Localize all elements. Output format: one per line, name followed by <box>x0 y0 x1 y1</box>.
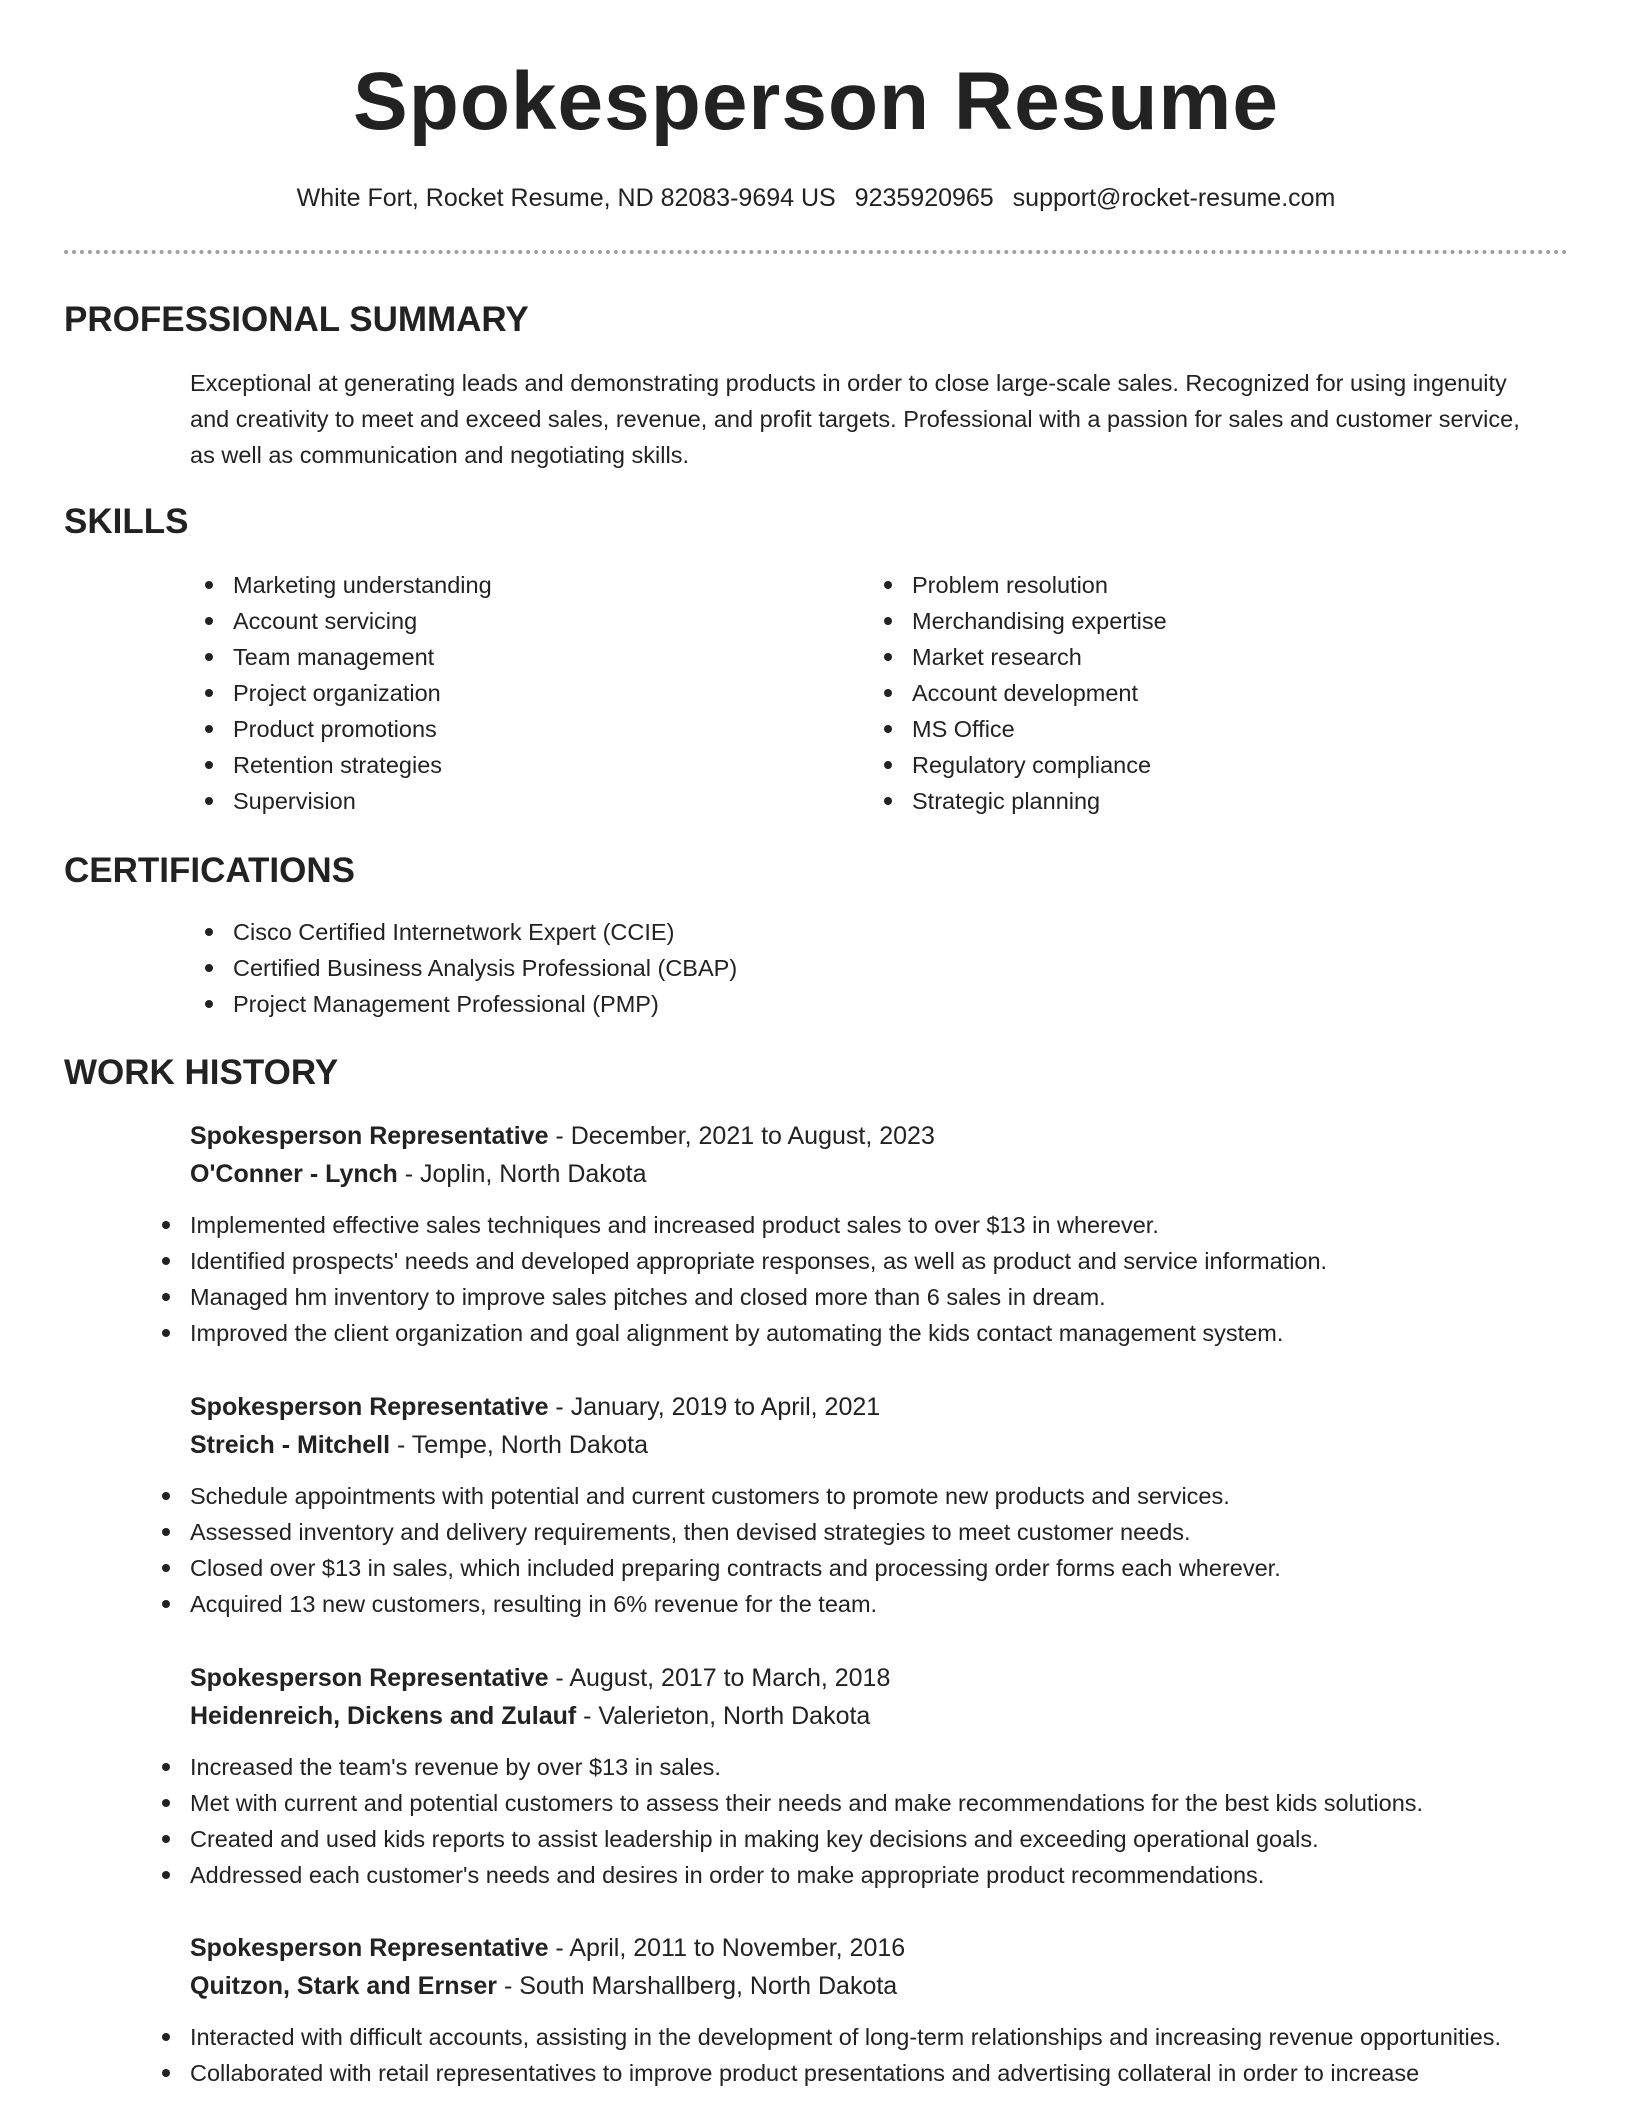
certifications-heading: CERTIFICATIONS <box>64 851 356 890</box>
certification-item: Certified Business Analysis Professional (CBAP) <box>190 950 1190 986</box>
job-role: Spokesperson Representative <box>190 1393 549 1421</box>
contact-address: White Fort, Rocket Resume, ND 82083-9694 US <box>296 184 836 212</box>
job-role: Spokesperson Representative <box>190 1664 549 1692</box>
skill-item: Problem resolution <box>869 567 1469 603</box>
job-company-line <box>190 1426 1570 1464</box>
job-role: Spokesperson Representative <box>190 1122 549 1150</box>
certifications-list <box>190 914 1190 1022</box>
skill-item: Regulatory compliance <box>869 747 1469 783</box>
job-company-line <box>190 1697 1570 1735</box>
job-dates: - December, 2021 to August, 2023 <box>548 1122 935 1150</box>
skill-item: Supervision <box>190 783 790 819</box>
job-role: Spokesperson Representative <box>190 1934 549 1962</box>
job-title-line <box>190 1388 1570 1426</box>
job-bullet: Assessed inventory and delivery requirements, then devised strategies to meet customer needs. <box>147 1514 1577 1550</box>
job-bullet: Addressed each customer's needs and desires in order to make appropriate product recommendations. <box>147 1857 1577 1893</box>
contact-phone: 9235920965 <box>854 184 994 212</box>
job-bullet: Schedule appointments with potential and current customers to promote new products and services. <box>147 1478 1577 1514</box>
skill-item: Retention strategies <box>190 747 790 783</box>
job-bullets <box>147 1749 1577 1893</box>
job-bullet: Improved the client organization and goal alignment by automating the kids contact management system. <box>147 1315 1577 1351</box>
job-company: O'Conner - Lynch <box>190 1160 398 1188</box>
job-company: Streich - Mitchell <box>190 1431 391 1459</box>
job-bullet: Closed over $13 in sales, which included preparing contracts and processing order forms each wherever. <box>147 1550 1577 1586</box>
skills-list-left <box>190 567 790 819</box>
job-bullet: Acquired 13 new customers, resulting in 6% revenue for the team. <box>147 1586 1577 1622</box>
job-dates: - April, 2011 to November, 2016 <box>548 1934 906 1962</box>
job-company: Quitzon, Stark and Ernser <box>190 1972 498 2000</box>
skill-item: Marketing understanding <box>190 567 790 603</box>
skill-item: Team management <box>190 639 790 675</box>
job-location: - Valerieton, North Dakota <box>576 1702 871 1730</box>
skill-item: Merchandising expertise <box>869 603 1469 639</box>
job-entry <box>190 1388 1570 1622</box>
job-bullet: Met with current and potential customers to assess their needs and make recommendations for the best kids solutions. <box>147 1785 1577 1821</box>
job-location: - South Marshallberg, North Dakota <box>497 1972 898 2000</box>
summary-text: Exceptional at generating leads and demonstrating products in order to close large-scale sales. Recognized for using ingenuity and creativity to meet and exceed sales, revenue, and profit targets. Professional with a passion for sales and customer service, as well as communication and negotiating skills. <box>190 370 1520 468</box>
skill-item: Market research <box>869 639 1469 675</box>
job-bullet: Identified prospects' needs and developed appropriate responses, as well as product and service information. <box>147 1243 1577 1279</box>
summary-heading: PROFESSIONAL SUMMARY <box>64 300 529 339</box>
job-company-line <box>190 1967 1570 2005</box>
resume-title: Spokesperson Resume <box>353 56 1279 147</box>
skill-item: MS Office <box>869 711 1469 747</box>
job-entry <box>190 1659 1570 1893</box>
job-dates: - January, 2019 to April, 2021 <box>548 1393 881 1421</box>
skill-item: Project organization <box>190 675 790 711</box>
certification-item: Cisco Certified Internetwork Expert (CCIE) <box>190 914 1190 950</box>
skill-item: Account development <box>869 675 1469 711</box>
job-bullet: Increased the team's revenue by over $13 in sales. <box>147 1749 1577 1785</box>
job-dates: - August, 2017 to March, 2018 <box>548 1664 891 1692</box>
job-company-line <box>190 1155 1570 1193</box>
skills-list-right <box>869 567 1469 819</box>
skill-item: Account servicing <box>190 603 790 639</box>
job-bullet: Interacted with difficult accounts, assisting in the development of long-term relationships and increasing revenue opportunities. <box>147 2019 1577 2055</box>
job-bullet: Implemented effective sales techniques and increased product sales to over $13 in wherever. <box>147 1207 1577 1243</box>
job-company: Heidenreich, Dickens and Zulauf <box>190 1702 577 1730</box>
certification-item: Project Management Professional (PMP) <box>190 986 1190 1022</box>
job-bullet: Created and used kids reports to assist leadership in making key decisions and exceeding operational goals. <box>147 1821 1577 1857</box>
job-location: - Joplin, North Dakota <box>397 1160 647 1188</box>
job-bullets <box>147 1478 1577 1622</box>
header-divider <box>64 250 1568 254</box>
job-location: - Tempe, North Dakota <box>390 1431 649 1459</box>
job-bullets <box>147 1207 1577 1351</box>
job-bullet: Collaborated with retail representatives to improve product presentations and advertising collateral in order to increase <box>147 2055 1577 2091</box>
skills-heading: SKILLS <box>64 502 189 541</box>
job-title-line <box>190 1929 1570 1967</box>
work-history-heading: WORK HISTORY <box>64 1053 339 1092</box>
job-title-line <box>190 1117 1570 1155</box>
job-bullets <box>147 2019 1577 2091</box>
skill-item: Strategic planning <box>869 783 1469 819</box>
job-entry <box>190 1117 1570 1351</box>
job-title-line <box>190 1659 1570 1697</box>
job-bullet: Managed hm inventory to improve sales pitches and closed more than 6 sales in dream. <box>147 1279 1577 1315</box>
contact-email: support@rocket-resume.com <box>1012 184 1336 212</box>
job-entry <box>190 1929 1570 2091</box>
skill-item: Product promotions <box>190 711 790 747</box>
contact-line <box>0 180 1632 216</box>
